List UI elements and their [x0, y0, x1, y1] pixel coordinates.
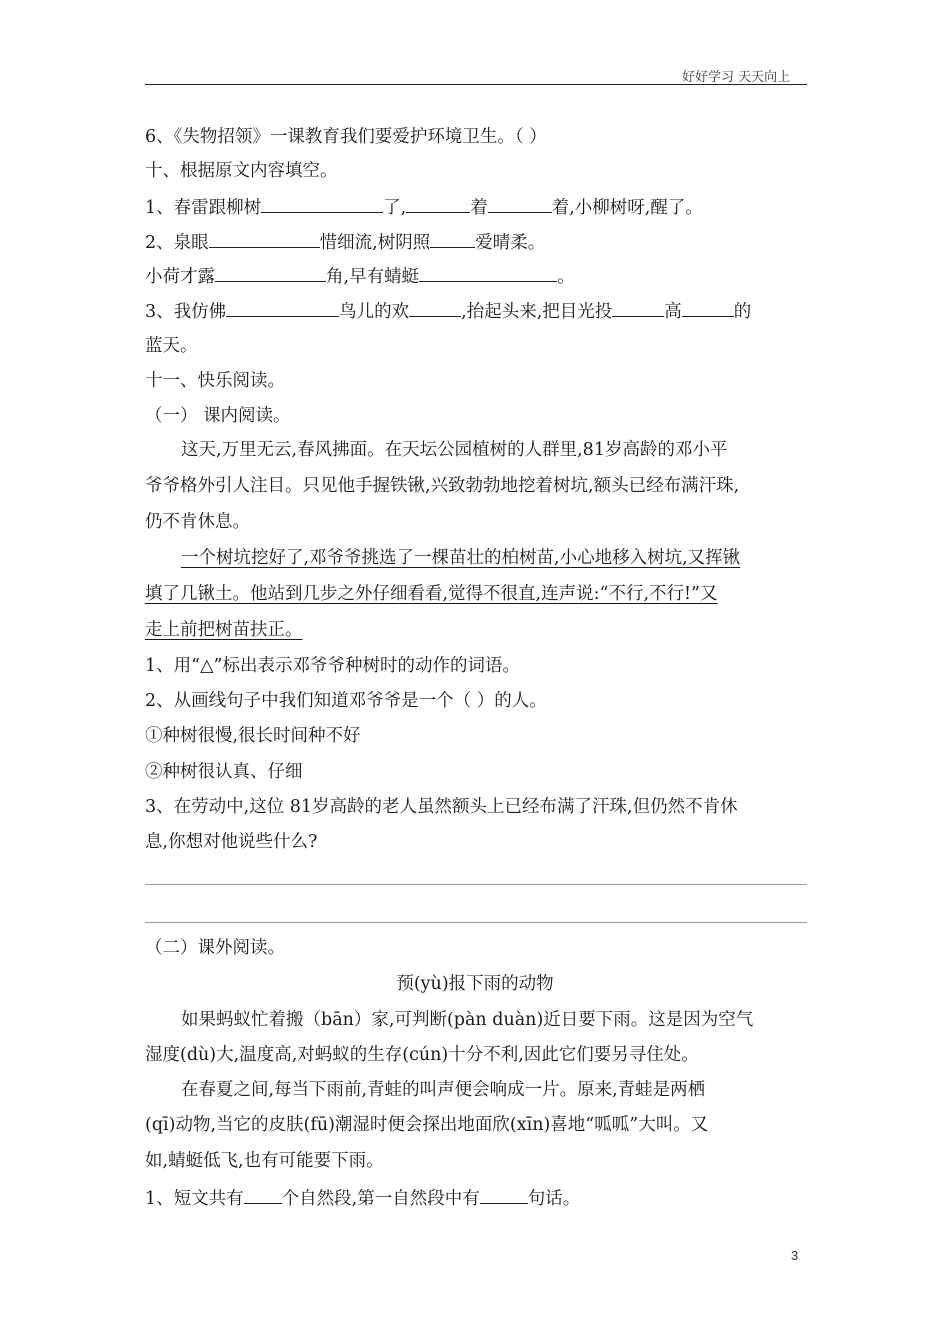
text: 鸟儿的欢	[339, 302, 410, 322]
blank[interactable]	[209, 229, 320, 248]
text: 的	[733, 302, 752, 322]
question-3: 3、在劳动中,这位 81岁高龄的老人虽然额头上已经布满了汗珠,但仍然不肯休	[145, 797, 738, 817]
question-4	[145, 1185, 580, 1211]
option-2: ②种树很认真、仔细	[145, 762, 303, 782]
passage-1-line: 仍不肯休息。	[145, 512, 250, 532]
text: 1、短文共有	[145, 1189, 244, 1209]
underlined-sentence: 一个树坑挖好了,邓爷爷挑选了一棵苗壮的柏树苗,小心地移入树坑,又挥锹	[181, 548, 741, 568]
text: 着,小柳树呀,醒了。	[551, 198, 703, 218]
underlined-sentence: 走上前把树苗扶正。	[145, 620, 303, 640]
underlined-sentence: 填了几锹土。他站到几步之外仔细看看,觉得不很直,连声说:“不行,不行!”又	[145, 584, 718, 604]
option-1: ①种树很慢,很长时间种不好	[145, 726, 361, 746]
text: 高	[664, 302, 682, 322]
passage-2-line: (qī)动物,当它的皮肤(fū)潮湿时便会探出地面欣(xīn)喜地“呱呱”大叫。又	[145, 1115, 709, 1135]
blank[interactable]	[488, 194, 552, 213]
passage-2-line: 如,蜻蜓低飞,也有可能要下雨。	[145, 1151, 384, 1171]
passage-title: 预(yù)报下雨的动物	[396, 974, 554, 994]
text: 1、春雷跟柳树	[145, 198, 262, 218]
passage-2-line: 如果蚂蚁忙着搬（bān）家,可判断(pàn duàn)近日要下雨。这是因为空气	[181, 1010, 754, 1030]
blank[interactable]	[244, 1185, 282, 1204]
subsection-1-heading: （一） 课内阅读。	[145, 406, 291, 426]
text: 个自然段,第一自然段中有	[281, 1189, 480, 1209]
blank[interactable]	[261, 194, 383, 213]
passage-1-line: 这天,万里无云,春风拂面。在天坛公园植树的人群里,81岁高龄的邓小平	[181, 440, 728, 460]
question-1: 1、用“△”标出表示邓爷爷种树时的动作的词语。	[145, 656, 520, 676]
blank[interactable]	[612, 298, 664, 317]
section-11-heading: 十一、快乐阅读。	[145, 371, 285, 391]
header-divider	[145, 84, 807, 85]
answer-line[interactable]	[145, 922, 807, 923]
blank[interactable]	[409, 298, 461, 317]
blank[interactable]	[430, 229, 475, 248]
blank[interactable]	[419, 263, 557, 282]
question-3: 息,你想对他说些什么?	[145, 832, 318, 852]
passage-1-line: 爷爷格外引人注目。只见他手握铁锹,兴致勃勃地挖着树坑,额头已经布满汗珠,	[145, 476, 740, 496]
answer-line[interactable]	[145, 884, 807, 885]
text: 着	[470, 198, 488, 218]
page-number: 3	[791, 1248, 799, 1263]
page-header: 好好学习 天天向上	[682, 70, 791, 85]
passage-2-line: 在春夏之间,每当下雨前,青蛙的叫声便会响成一片。原来,青蛙是两栖	[181, 1080, 706, 1100]
text: ,抬起头来,把目光投	[461, 302, 613, 322]
blank[interactable]	[215, 263, 326, 282]
blank[interactable]	[406, 194, 470, 213]
fill-line-1	[145, 194, 703, 220]
question-6: 6、《失物招领》一课教育我们要爱护环境卫生。（ ）	[145, 127, 547, 147]
text: 了,	[383, 198, 407, 218]
text: 2、泉眼	[145, 233, 209, 253]
fill-line-5: 蓝天。	[145, 336, 198, 356]
subsection-2-heading: （二）课外阅读。	[145, 938, 285, 958]
fill-line-2	[145, 229, 545, 255]
text: 3、我仿佛	[145, 302, 227, 322]
fill-line-4	[145, 298, 751, 324]
blank[interactable]	[682, 298, 734, 317]
text: 。	[557, 267, 575, 287]
text: 角,早有蜻蜓	[326, 267, 420, 287]
blank[interactable]	[226, 298, 339, 317]
question-2: 2、从画线句子中我们知道邓爷爷是一个（ ）的人。	[145, 691, 547, 711]
text: 小荷才露	[145, 267, 215, 287]
text: 句话。	[527, 1189, 581, 1209]
text: 爱晴柔。	[475, 233, 546, 253]
text: 惜细流,树阴照	[319, 233, 431, 253]
section-10-heading: 十、根据原文内容填空。	[145, 161, 338, 181]
passage-2-line: 湿度(dù)大,温度高,对蚂蚁的生存(cún)十分不利,因此它们要另寻住处。	[145, 1045, 699, 1065]
fill-line-3	[145, 263, 575, 289]
blank[interactable]	[480, 1185, 528, 1204]
